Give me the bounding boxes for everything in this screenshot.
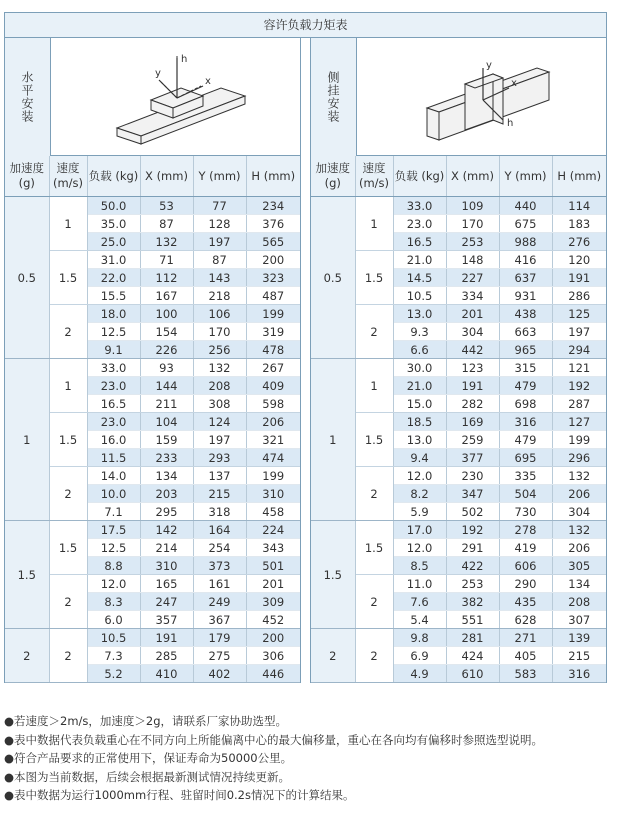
y-cell: 161 <box>193 575 246 593</box>
x-cell: 109 <box>446 197 499 215</box>
load-cell: 12.0 <box>87 575 140 593</box>
table-row <box>311 197 606 215</box>
h-cell: 206 <box>552 539 606 557</box>
table-title: 容许负载力矩表 <box>4 12 607 38</box>
h-cell: 206 <box>552 485 606 503</box>
x-cell: 334 <box>446 287 499 305</box>
speed-cell: 2 <box>355 467 393 521</box>
h-cell: 208 <box>552 593 606 611</box>
h-cell: 323 <box>246 269 300 287</box>
load-cell: 7.1 <box>87 503 140 521</box>
header-speed: 速度 (m/s) <box>355 156 393 197</box>
y-cell: 197 <box>193 431 246 449</box>
y-cell: 730 <box>499 503 552 521</box>
y-cell: 197 <box>193 233 246 251</box>
h-cell: 139 <box>552 629 606 647</box>
y-cell: 440 <box>499 197 552 215</box>
load-cell: 33.0 <box>393 197 446 215</box>
y-cell: 931 <box>499 287 552 305</box>
speed-cell: 2 <box>355 305 393 359</box>
x-cell: 104 <box>140 413 193 431</box>
x-cell: 347 <box>446 485 499 503</box>
h-cell: 132 <box>552 467 606 485</box>
y-cell: 271 <box>499 629 552 647</box>
load-cell: 10.5 <box>87 629 140 647</box>
horizontal-panel <box>4 38 301 683</box>
x-cell: 442 <box>446 341 499 359</box>
side-diagram-svg <box>357 38 606 156</box>
side-axis-x: x <box>511 78 517 89</box>
load-cell: 13.0 <box>393 305 446 323</box>
speed-cell: 1 <box>355 197 393 251</box>
x-cell: 291 <box>446 539 499 557</box>
x-cell: 424 <box>446 647 499 665</box>
h-cell: 294 <box>552 341 606 359</box>
y-cell: 275 <box>193 647 246 665</box>
load-cell: 10.5 <box>393 287 446 305</box>
speed-cell: 1.5 <box>355 251 393 305</box>
h-cell: 409 <box>246 377 300 395</box>
y-cell: 405 <box>499 647 552 665</box>
y-cell: 218 <box>193 287 246 305</box>
h-cell: 197 <box>552 323 606 341</box>
table-row <box>5 629 300 647</box>
table-row <box>311 359 606 377</box>
side-axis-h: h <box>507 118 514 129</box>
acceleration-cell: 0.5 <box>311 197 355 359</box>
note-item: ●若速度＞2m/s，加速度＞2g，请联系厂家协助选型。 <box>4 714 288 728</box>
h-cell: 310 <box>246 485 300 503</box>
load-cell: 10.0 <box>87 485 140 503</box>
speed-cell: 1 <box>49 197 87 251</box>
y-cell: 435 <box>499 593 552 611</box>
h-cell: 319 <box>246 323 300 341</box>
y-cell: 367 <box>193 611 246 629</box>
load-cell: 5.4 <box>393 611 446 629</box>
x-cell: 382 <box>446 593 499 611</box>
h-cell: 487 <box>246 287 300 305</box>
side-header <box>311 38 606 156</box>
speed-cell: 1 <box>355 359 393 413</box>
x-cell: 112 <box>140 269 193 287</box>
header-h: H (mm) <box>552 156 606 197</box>
x-cell: 211 <box>140 395 193 413</box>
load-cell: 14.0 <box>87 467 140 485</box>
h-cell: 191 <box>552 269 606 287</box>
h-cell: 234 <box>246 197 300 215</box>
x-cell: 422 <box>446 557 499 575</box>
table-row <box>5 467 300 485</box>
load-cell: 12.0 <box>393 467 446 485</box>
y-cell: 606 <box>499 557 552 575</box>
speed-cell: 2 <box>355 629 393 683</box>
x-cell: 142 <box>140 521 193 539</box>
y-cell: 290 <box>499 575 552 593</box>
load-cell: 31.0 <box>87 251 140 269</box>
h-cell: 304 <box>552 503 606 521</box>
x-cell: 134 <box>140 467 193 485</box>
speed-cell: 2 <box>49 305 87 359</box>
load-cell: 9.4 <box>393 449 446 467</box>
h-cell: 224 <box>246 521 300 539</box>
h-cell: 565 <box>246 233 300 251</box>
table-row <box>311 251 606 269</box>
h-cell: 474 <box>246 449 300 467</box>
h-cell: 200 <box>246 629 300 647</box>
table-row <box>311 521 606 539</box>
x-cell: 214 <box>140 539 193 557</box>
x-cell: 304 <box>446 323 499 341</box>
load-cell: 4.9 <box>393 665 446 683</box>
y-cell: 373 <box>193 557 246 575</box>
y-cell: 170 <box>193 323 246 341</box>
y-cell: 988 <box>499 233 552 251</box>
y-cell: 256 <box>193 341 246 359</box>
horizontal-mount-diagram <box>51 38 300 156</box>
y-cell: 315 <box>499 359 552 377</box>
load-cell: 21.0 <box>393 377 446 395</box>
note-item: ●表中数据为运行1000mm行程、驻留时间0.2s情况下的计算结果。 <box>4 788 355 802</box>
y-cell: 637 <box>499 269 552 287</box>
h-cell: 446 <box>246 665 300 683</box>
load-cell: 23.0 <box>87 377 140 395</box>
x-cell: 159 <box>140 431 193 449</box>
x-cell: 253 <box>446 233 499 251</box>
x-cell: 165 <box>140 575 193 593</box>
header-h: H (mm) <box>246 156 300 197</box>
load-cell: 12.5 <box>87 323 140 341</box>
h-cell: 132 <box>552 521 606 539</box>
load-cell: 11.0 <box>393 575 446 593</box>
h-cell: 501 <box>246 557 300 575</box>
y-cell: 965 <box>499 341 552 359</box>
table-row <box>311 629 606 647</box>
h-cell: 276 <box>552 233 606 251</box>
h-cell: 286 <box>552 287 606 305</box>
h-cell: 199 <box>552 431 606 449</box>
table-row <box>5 197 300 215</box>
y-cell: 675 <box>499 215 552 233</box>
table-row <box>5 575 300 593</box>
y-cell: 215 <box>193 485 246 503</box>
h-cell: 127 <box>552 413 606 431</box>
load-cell: 18.0 <box>87 305 140 323</box>
side-mount-diagram <box>357 38 606 156</box>
h-cell: 287 <box>552 395 606 413</box>
h-cell: 343 <box>246 539 300 557</box>
h-cell: 296 <box>552 449 606 467</box>
x-cell: 226 <box>140 341 193 359</box>
header-y: Y (mm) <box>193 156 246 197</box>
x-cell: 87 <box>140 215 193 233</box>
x-cell: 233 <box>140 449 193 467</box>
x-cell: 259 <box>446 431 499 449</box>
table-row <box>311 413 606 431</box>
load-cell: 5.2 <box>87 665 140 683</box>
acceleration-cell: 2 <box>311 629 355 683</box>
note-item: ●符合产品要求的正常使用下，保证寿命为50000公里。 <box>4 751 293 765</box>
x-cell: 502 <box>446 503 499 521</box>
h-cell: 200 <box>246 251 300 269</box>
x-cell: 201 <box>446 305 499 323</box>
x-cell: 377 <box>446 449 499 467</box>
load-cell: 16.5 <box>393 233 446 251</box>
x-cell: 281 <box>446 629 499 647</box>
header-y: Y (mm) <box>499 156 552 197</box>
x-cell: 170 <box>446 215 499 233</box>
load-cell: 23.0 <box>393 215 446 233</box>
x-cell: 295 <box>140 503 193 521</box>
load-cell: 50.0 <box>87 197 140 215</box>
h-cell: 598 <box>246 395 300 413</box>
load-cell: 6.0 <box>87 611 140 629</box>
y-cell: 208 <box>193 377 246 395</box>
load-cell: 9.8 <box>393 629 446 647</box>
y-cell: 143 <box>193 269 246 287</box>
load-cell: 33.0 <box>87 359 140 377</box>
y-cell: 132 <box>193 359 246 377</box>
load-cell: 5.9 <box>393 503 446 521</box>
h-cell: 125 <box>552 305 606 323</box>
horizontal-axis-h: h <box>181 54 188 65</box>
y-cell: 87 <box>193 251 246 269</box>
load-cell: 8.8 <box>87 557 140 575</box>
acceleration-cell: 1.5 <box>311 521 355 629</box>
y-cell: 179 <box>193 629 246 647</box>
load-cell: 30.0 <box>393 359 446 377</box>
x-cell: 282 <box>446 395 499 413</box>
y-cell: 278 <box>499 521 552 539</box>
x-cell: 93 <box>140 359 193 377</box>
note-item: ●表中数据代表负载重心在不同方向上所能偏离中心的最大偏移量，重心在各向均有偏移时参照选型说明。 <box>4 732 544 747</box>
horizontal-axis-x: x <box>205 76 211 87</box>
h-cell: 114 <box>552 197 606 215</box>
load-cell: 7.3 <box>87 647 140 665</box>
header-speed: 速度 (m/s) <box>49 156 87 197</box>
side-mount-label-cell <box>311 38 357 156</box>
x-cell: 71 <box>140 251 193 269</box>
x-cell: 148 <box>446 251 499 269</box>
horizontal-mount-label-cell <box>5 38 51 156</box>
h-cell: 452 <box>246 611 300 629</box>
acceleration-cell: 1.5 <box>5 521 49 629</box>
side-axis-y: y <box>486 60 492 71</box>
x-cell: 144 <box>140 377 193 395</box>
h-cell: 309 <box>246 593 300 611</box>
y-cell: 335 <box>499 467 552 485</box>
x-cell: 132 <box>140 233 193 251</box>
load-cell: 15.0 <box>393 395 446 413</box>
speed-cell: 1.5 <box>355 413 393 467</box>
x-cell: 410 <box>140 665 193 683</box>
x-cell: 247 <box>140 593 193 611</box>
y-cell: 124 <box>193 413 246 431</box>
load-cell: 8.5 <box>393 557 446 575</box>
speed-cell: 1.5 <box>49 521 87 575</box>
h-cell: 199 <box>246 467 300 485</box>
speed-cell: 1.5 <box>355 521 393 575</box>
x-cell: 191 <box>446 377 499 395</box>
header-acceleration: 加速度 (g) <box>5 156 49 197</box>
side-table <box>311 156 606 683</box>
header-acceleration: 加速度 (g) <box>311 156 355 197</box>
horizontal-table <box>5 156 300 683</box>
horizontal-axis-y: y <box>155 68 161 79</box>
h-cell: 215 <box>552 647 606 665</box>
y-cell: 164 <box>193 521 246 539</box>
load-cell: 23.0 <box>87 413 140 431</box>
x-cell: 610 <box>446 665 499 683</box>
table-row <box>5 521 300 539</box>
y-cell: 479 <box>499 431 552 449</box>
load-cell: 25.0 <box>87 233 140 251</box>
x-cell: 551 <box>446 611 499 629</box>
h-cell: 134 <box>552 575 606 593</box>
speed-cell: 1.5 <box>49 251 87 305</box>
load-cell: 8.3 <box>87 593 140 611</box>
x-cell: 191 <box>140 629 193 647</box>
h-cell: 192 <box>552 377 606 395</box>
header-x: X (mm) <box>140 156 193 197</box>
h-cell: 199 <box>246 305 300 323</box>
table-row <box>5 359 300 377</box>
speed-cell: 2 <box>355 575 393 629</box>
x-cell: 123 <box>446 359 499 377</box>
x-cell: 203 <box>140 485 193 503</box>
y-cell: 663 <box>499 323 552 341</box>
h-cell: 478 <box>246 341 300 359</box>
speed-cell: 2 <box>49 575 87 629</box>
table-row <box>311 467 606 485</box>
y-cell: 293 <box>193 449 246 467</box>
y-cell: 438 <box>499 305 552 323</box>
h-cell: 120 <box>552 251 606 269</box>
acceleration-cell: 1 <box>311 359 355 521</box>
x-cell: 357 <box>140 611 193 629</box>
load-cell: 15.5 <box>87 287 140 305</box>
h-cell: 307 <box>552 611 606 629</box>
h-cell: 206 <box>246 413 300 431</box>
y-cell: 416 <box>499 251 552 269</box>
load-cell: 7.6 <box>393 593 446 611</box>
h-cell: 121 <box>552 359 606 377</box>
y-cell: 254 <box>193 539 246 557</box>
load-cell: 22.0 <box>87 269 140 287</box>
table-row <box>5 251 300 269</box>
side-mount-label: 侧挂安装 <box>326 71 340 123</box>
x-cell: 154 <box>140 323 193 341</box>
load-cell: 8.2 <box>393 485 446 503</box>
y-cell: 698 <box>499 395 552 413</box>
load-cell: 17.5 <box>87 521 140 539</box>
h-cell: 305 <box>552 557 606 575</box>
acceleration-cell: 0.5 <box>5 197 49 359</box>
y-cell: 504 <box>499 485 552 503</box>
load-cell: 12.0 <box>393 539 446 557</box>
speed-cell: 1.5 <box>49 413 87 467</box>
y-cell: 583 <box>499 665 552 683</box>
y-cell: 419 <box>499 539 552 557</box>
y-cell: 318 <box>193 503 246 521</box>
note-item: ●本图为当前数据，后续会根据最新测试情况持续更新。 <box>4 769 291 784</box>
y-cell: 128 <box>193 215 246 233</box>
acceleration-cell: 1 <box>5 359 49 521</box>
y-cell: 402 <box>193 665 246 683</box>
speed-cell: 2 <box>49 467 87 521</box>
load-cell: 18.5 <box>393 413 446 431</box>
horizontal-mount-label: 水平安装 <box>20 71 34 123</box>
y-cell: 249 <box>193 593 246 611</box>
h-cell: 201 <box>246 575 300 593</box>
header-load: 负载 (kg) <box>87 156 140 197</box>
x-cell: 285 <box>140 647 193 665</box>
h-cell: 267 <box>246 359 300 377</box>
x-cell: 253 <box>446 575 499 593</box>
load-cell: 9.1 <box>87 341 140 359</box>
x-cell: 310 <box>140 557 193 575</box>
x-cell: 53 <box>140 197 193 215</box>
x-cell: 192 <box>446 521 499 539</box>
y-cell: 137 <box>193 467 246 485</box>
y-cell: 316 <box>499 413 552 431</box>
y-cell: 106 <box>193 305 246 323</box>
y-cell: 479 <box>499 377 552 395</box>
h-cell: 306 <box>246 647 300 665</box>
y-cell: 628 <box>499 611 552 629</box>
acceleration-cell: 2 <box>5 629 49 683</box>
h-cell: 321 <box>246 431 300 449</box>
h-cell: 183 <box>552 215 606 233</box>
load-cell: 16.0 <box>87 431 140 449</box>
x-cell: 227 <box>446 269 499 287</box>
load-cell: 9.3 <box>393 323 446 341</box>
header-load: 负载 (kg) <box>393 156 446 197</box>
y-cell: 695 <box>499 449 552 467</box>
load-cell: 6.6 <box>393 341 446 359</box>
speed-cell: 2 <box>49 629 87 683</box>
load-cell: 35.0 <box>87 215 140 233</box>
speed-cell: 1 <box>49 359 87 413</box>
x-cell: 100 <box>140 305 193 323</box>
load-cell: 17.0 <box>393 521 446 539</box>
load-cell: 6.9 <box>393 647 446 665</box>
horizontal-diagram-svg <box>51 38 300 156</box>
notes-list <box>4 712 614 805</box>
table-row <box>311 305 606 323</box>
x-cell: 230 <box>446 467 499 485</box>
h-cell: 316 <box>552 665 606 683</box>
y-cell: 308 <box>193 395 246 413</box>
load-cell: 13.0 <box>393 431 446 449</box>
load-cell: 12.5 <box>87 539 140 557</box>
x-cell: 167 <box>140 287 193 305</box>
h-cell: 376 <box>246 215 300 233</box>
horizontal-header <box>5 38 300 156</box>
x-cell: 169 <box>446 413 499 431</box>
h-cell: 458 <box>246 503 300 521</box>
load-cell: 21.0 <box>393 251 446 269</box>
load-cell: 14.5 <box>393 269 446 287</box>
table-row <box>5 413 300 431</box>
header-x: X (mm) <box>446 156 499 197</box>
load-cell: 11.5 <box>87 449 140 467</box>
side-panel <box>310 38 607 683</box>
table-row <box>311 575 606 593</box>
y-cell: 77 <box>193 197 246 215</box>
table-row <box>5 305 300 323</box>
load-cell: 16.5 <box>87 395 140 413</box>
